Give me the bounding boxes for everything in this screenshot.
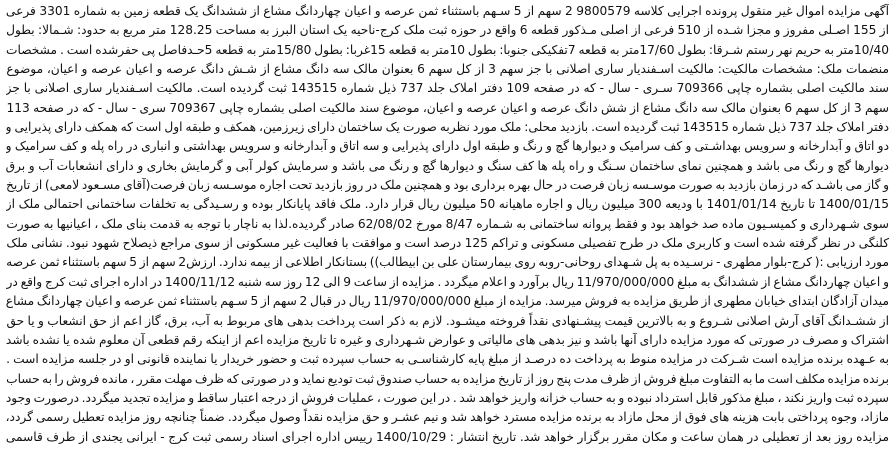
auction-notice <box>6 2 889 468</box>
notice-line: و گاز می باشـد که در زمان بازدید به صورت موسـسه زبان فرصت در حال بهره برداری بود و همچنین ملک در روز بازدید تحت اجاره موسـسه زبان فرصت(آقای مسـعود لامعی) از تاریخ <box>6 178 889 193</box>
notice-line: مورد ارزیابی :( کرج-بلوار مطهری - نرسـیده به پل شـهدای روحانی-روبه روی بیمارستان علی بن ابیطالب)) بستانکار اطلاعی از بیمه ندارد. ارزش2 سهم از 5 سهم باستثناء ثمن عرصه <box>6 255 889 270</box>
notice-line: دیوارها گچ و رنگ می باشد و همچنین نمای ساختمان سـنگ و راه پله ها کف سنگ و دیوارها گچ و رنگ می باشد و سرمایش کولر آبی و گرمایش بخاری و دارای انشعابات آب و برق <box>6 158 889 173</box>
notice-line: آگهی مزایده اموال غیر منقول پرونده اجرایی کلاسه 9800579 2 سهم از 5 سـهم باستثناء ثمن عرصه و اعیان چهاردانگ مشاع از ششدانگ یک قطعه زمین به شماره 3301 فرعی <box>6 4 889 18</box>
notice-line: برنده مزایده مکلف است ما به التفاوت مبلغ فروش از ظرف مدت پنج روز از تاریخ مزایده به حساب صندوق ثبت تودیع نماید و در صورتی که ظرف مهلت مقرر ، مانده فروش را به حساب <box>6 371 889 386</box>
notice-line: سپرده ثبت واریز نکند ، مبلغ مذکور قابل استرداد نبوده و به حساب خزانه واریز خواهد شد . در این صورت ، عملیات فروش از درجه اعتبار ساقط و مزایده تجدید میگردد. درصورت وجود <box>6 390 889 405</box>
notice-line: میدان آزادگان ابتدای خیابان مطهری از طریق مزایده به فروش میرسد. مزایده از مبلغ 11/970/000/000 ریال در قبال 2 سهم از 5 سـهم باستثناء ثمن عرصه و اعیان چهاردانگ مشاع <box>6 294 889 309</box>
notice-line: از ششـدانگ آقای آرش اصلانی شـروع و به بالاترین قیمت پیشـنهادی نقداً فروخته میشـود. لازم به ذکر است پرداخت بدهی های مربوط به آب، برق، گاز اعم از حق انشعاب و یا حق <box>6 313 889 328</box>
notice-line: دفتر املاک جلد 737 ذیل شماره 143515 ثبت گردیده است. بازدید محلی: ملک مورد نظربه صورت یک ساختمان دارای زیرزمین، همکف و طبقه اول است که همکف دارای پذیرایی و <box>6 120 889 135</box>
notice-line: به عـهده برنده مزایده است شـرکت در مزایده منوط به پرداخت ده درصـد از مبلغ پایه کارشناسـی به حساب سپرده ثبت و حضور خریدار یا نماینده قانونی او در جلسه مزایده است . <box>6 352 889 367</box>
notice-line: کلنگی در نظر گرفته شده است و کاربری ملک در طرح تفصیلی مسکونی و تراکم 125 درصد است و موافقت با فعالیت غیر مسکونی از سوی مراجع ذیصلاح شهود نبود. نشانی ملک <box>6 236 889 251</box>
notice-line: منضمات ملک: مشخصات مالکیت: مالکیت اسـفندیار ساری اصلانی با جز سهم 3 از کل سهم 6 بعنوان مالک سه دانگ مشاع از شـش دانگ عرصه و اعیان عرصه و اعیان، موضوع <box>6 62 889 77</box>
notice-line: سهم 3 از کل سهم 6 بعنوان مالک سه دانگ مشاع از شش دانگ عرصه و اعیان عرصه و اعیان، موضوع سند مالکیت اصلی بشماره چاپی 709367 سری - سال - که در صفحه 113 <box>6 100 889 115</box>
notice-line: دو اتاق و آبدارخانه و سرویس بهداشـتی و کف سرامیک و دیوارها گچ و رنگ و طبقه اول دارای پذیرایی و سه اتاق و آبدارخانه و سرویس بهداشتی و انباری در راه پله و کف سرامیک و <box>6 139 889 154</box>
notice-line: از 155 اصـلی مفروز و مجزا شـده از 510 فرعی از اصلی مـذکور قطعه 6 واقع در حوزه ثبت ملک کرج-ناحیه یک استان البرز به مساحت 128.25 متر مربع به حدود: شـمالا: بطول <box>6 23 889 38</box>
notice-line: سوی شـهرداری و کمیسـیون ماده صد خواهد بود و فقط پروانه ساختمانی به شـماره 8/47 مورخ 62/08/02 صادر گردیده.لذا به ناچار با توجه به قدمت بنای ملک ، اعیانیها به صورت <box>6 216 889 231</box>
notice-line: و اعیان چهاردانگ مشاع از ششدانگ به مبلغ 11/970/000/000 ریال برآورد و اعلام میگردد . مزایده از ساعت 9 الی 12 روز سه شنبه 1400/11/12 در اداره اجرای ثبت کرج واقع در <box>6 274 889 289</box>
notice-line: سند مالکیت اصلی بشماره چاپی 709366 سـری - سال - که در صفحه 109 دفتر املاک جلد 737 ذیل شماره 143515 ثبت گردیده است. مالکیت اسـفندیار ساری اصلانی با جز <box>6 81 889 96</box>
notice-line: 10/40متر به حریم نهر رستم شـرقا: بطول 17/60متر به قطعه 7تفکیکی جنوبا: بطول 10متر به قطعه 15غربا: بطول 15/80متر به قطعه 5حـدفاصل پی حفرشده است . مشخصات <box>6 42 889 57</box>
notice-line: مازاد، وجوه پرداختی بابت هزینه های فوق از محل مازاد به برنده مزایده مسترد خواهد شد و نیم عشـر و حق مزایده نقداً وصول میگردد. ضمناً چنانچه روز مزایده تعطیل رسمی گردد، <box>6 410 889 425</box>
notice-line: اشتراک و مصرف در صورتی که مورد مزایده دارای آنها باشد و نیز بدهی های مالیاتی و عوارض شـهرداری و غیره تا تاریخ مزایده اعم از اینکه رقم قطعی آن معلوم شده یا نشده باشد <box>6 332 889 347</box>
notice-line: مزایده روز بعد از تعطیلی در همان ساعت و مکان مقرر برگزار خواهد شد. تاریخ انتشار : 1400/10/29 رییس اداره اجرای اسناد رسمی ثبت کرج - ایرانی یجندی از طرف قاسمی <box>6 429 889 444</box>
notice-line: 1400/01/15 تا تاریخ 1401/01/14 با ودیعه 300 میلیون ریال و اجاره ماهیانه 50 میلیون ریال قرار دارد. ملک فاقد پایانکار بوده و رسـیدگی به تخلفات ساختمانی احتمالی ملک از <box>6 197 889 212</box>
